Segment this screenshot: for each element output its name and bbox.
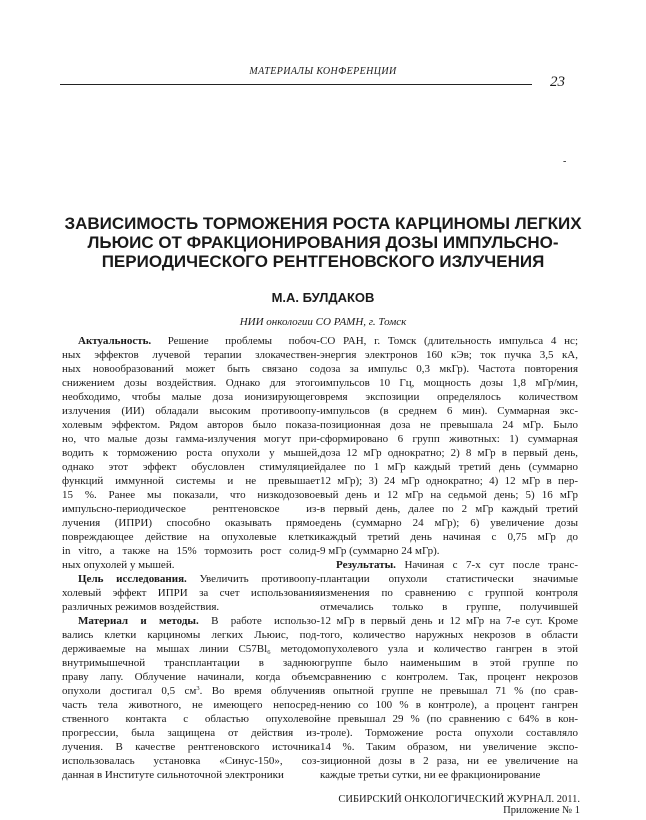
journal-footer: СИБИРСКИЙ ОНКОЛОГИЧЕСКИЙ ЖУРНАЛ. 2011. Приложение № 1 [338,794,580,816]
line-text: in vitro, а также на 15% тормозить рост солид- [62,545,320,557]
line-text: данная в Институте сильноточной электроники [62,769,284,781]
line-text: СО РАН, г. Томск (длительность импульса 4 нс; [320,335,578,347]
text-line [320,754,578,768]
text-line [62,334,320,348]
text-line [320,670,578,684]
text-line [62,474,320,488]
edge-mark: - [563,156,567,167]
line-text: различных режимов воздействия. [62,601,220,613]
text-line [62,656,320,670]
line-text: импульсов (в среднем 6 мин). Суммарная экс- [320,405,578,417]
text-line [320,628,578,642]
text-line [320,502,578,516]
line-text: группе было наименьшим в этой группе по [320,657,578,669]
text-line [320,488,578,502]
text-line [62,614,320,628]
text-line [62,460,320,474]
line-text: опухолевого узла и количество гангрен в этой [320,643,578,655]
text-line [62,544,320,558]
article-affiliation: НИИ онкологии СО РАМН, г. Томск [239,316,407,328]
line-text: 15 %. Ранее мы показали, что низкодозовое [62,489,320,501]
line-text: изменения по сравнению с группой контроля [320,587,578,599]
text-line [320,572,578,586]
line-text: не превышал 29 % (по сравнению с 64% в кон- [320,713,578,725]
text-line [320,558,578,572]
section-lead: Материал и методы. [78,615,199,627]
line-text: но, что малые дозы гамма-излучения могут при- [62,433,320,445]
line-text: держиваемые на мышах линии C57Bl [62,643,268,655]
line-text: доза за импульс 0,3 мкГр). Частота повторения [320,363,578,375]
line-text: методом [270,643,320,655]
superscript: 3 [196,685,200,692]
line-text: каждые третьи сутки, ни ее фракционирование [320,769,541,781]
line-text: ных опухолей у мышей. [62,559,175,571]
text-line [62,362,320,376]
text-line [320,516,578,530]
header-rule [60,84,532,85]
line-text: день (суммарно 24 мГр); 6) увеличение дозы [320,517,578,529]
text-line [320,404,578,418]
text-line [320,684,578,698]
line-text: импульсно-периодическое рентгеновское из- [62,503,320,515]
line-text: использовалась установка «Синус-150», соз- [62,755,320,767]
line-text: доза 12 мГр однократно; 2) 8 мГр в первый день, [320,447,578,459]
line-text: Решение проблемы побоч- [151,335,320,347]
text-line [62,488,320,502]
line-text: в первый день, далее по 2 мГр каждый третий [320,503,578,515]
line-text: . Во время облучения [199,685,320,697]
line-text: холевым эффектом. Рядом авторов было показа- [62,419,320,431]
text-line [62,670,320,684]
section-lead: Результаты. [336,559,396,571]
line-text: плантации опухоли статистически значимые [320,573,578,585]
text-line [320,418,578,432]
text-line [320,348,578,362]
subscript: 6 [267,649,271,656]
running-header: МАТЕРИАЛЫ КОНФЕРЕНЦИИ [249,66,397,77]
line-text: отмечались только в группе, получившей [320,601,578,613]
text-line [62,432,320,446]
line-text: позиционная доза не превышала 24 мГр. Было [320,419,578,431]
line-text: повреждающее действие на опухолевые клетки [62,531,320,543]
text-line [320,768,578,782]
line-text: 12 мГр); 3) 24 мГр однократно; 4) 12 мГр в пер- [320,475,578,487]
text-line [320,376,578,390]
text-line [62,768,320,782]
text-line [62,754,320,768]
text-line [62,516,320,530]
line-text: внутримышечной трансплантации в заднюю [62,657,320,669]
line-text: каждый третий день начиная с 0,75 мГр до [320,531,578,543]
line-text: водить к торможению роста опухоли у мышей, [62,447,320,459]
text-line [62,390,320,404]
line-text: зиционной дозы в 2 раза, ни ее увеличение на [320,755,578,767]
line-text: излучения (ИИ) обладали высоким противоопу- [62,405,320,417]
line-text: того, количество наружных некрозов в области [320,629,578,641]
text-line [62,376,320,390]
line-text: импульсов 10 Гц, мощность дозы 1,8 мГр/мин, [320,377,578,389]
text-line [320,362,578,376]
text-line [62,642,320,656]
line-text: часть тела животного, не имеющего непосред- [62,699,320,711]
text-line [62,586,320,600]
text-line [62,698,320,712]
title-line: ПЕРИОДИЧЕСКОГО РЕНТГЕНОВСКОГО ИЗЛУЧЕНИЯ [101,252,545,271]
text-line [62,740,320,754]
line-text: лучения. В качестве рентгеновского источника [62,741,320,753]
text-line [320,432,578,446]
line-text: сформировано 6 групп животных: 1) суммарная [320,433,578,445]
title-line: ЛЬЮИС ОТ ФРАКЦИОНИРОВАНИЯ ДОЗЫ ИМПУЛЬСНО- [87,233,559,252]
text-line [62,600,320,614]
text-line [320,740,578,754]
line-text: лучения (ИПРИ) способно оказывать прямое [62,517,320,529]
text-line [62,502,320,516]
text-line [320,586,578,600]
text-line [320,712,578,726]
section-lead: Актуальность. [78,335,152,347]
line-text: ных эффектов лучевой терапии злокачествен- [62,349,320,361]
text-line [320,726,578,740]
text-line [62,446,320,460]
text-line [320,600,578,614]
line-text: троле). Торможение роста опухоли составляло [320,727,578,739]
line-text: необходимо, чтобы малые доза ионизирующего [62,391,320,403]
line-text: Увеличить противоопу- [186,573,320,585]
text-line [320,474,578,488]
line-text: время экспозиции определялось количеством [320,391,578,403]
page-number: 23 [550,74,565,90]
text-line [320,530,578,544]
line-text: опухоли достигал 0,5 см [62,685,197,697]
line-text: 9 мГр (суммарно 24 мГр). [320,545,440,557]
line-text: нению со 100 % в контроле), а процент гангрен [320,699,578,711]
right-column [320,334,578,782]
line-text: сравнению с контролем. Так, процент некрозов [320,671,578,683]
article-author: М.А. БУЛДАКОВ [271,290,375,305]
title-line: ЗАВИСИМОСТЬ ТОРМОЖЕНИЯ РОСТА КАРЦИНОМЫ ЛЕГКИХ [64,214,582,233]
text-line [62,726,320,740]
text-line [320,446,578,460]
text-line [62,712,320,726]
text-line [62,418,320,432]
section-lead: Цель исследования. [78,573,187,585]
text-line [62,572,320,586]
line-text: однако этот эффект обусловлен стимуляцией [62,461,320,473]
text-line [320,390,578,404]
text-line [320,656,578,670]
line-text: 14 %. Таким образом, ни увеличение экспо- [320,741,578,753]
line-text: холевый эффект ИПРИ за счет использования [62,587,320,599]
text-line [320,460,578,474]
article-title [50,214,596,271]
text-line [62,558,320,572]
line-text: ственного контакта с областью опухолевой [62,713,320,725]
text-line [62,404,320,418]
text-line [62,530,320,544]
text-line [320,698,578,712]
text-line [62,348,320,362]
line-text: 12 мГр в первый день и 12 мГр на 7-е сут. Кроме [320,615,578,627]
line-text: Начиная с 7-х сут после транс- [395,559,578,571]
text-line [62,628,320,642]
line-text: В работе использо- [198,615,320,627]
line-text: далее по 1 мГр каждый третий день (суммарно [320,461,578,473]
line-text: вый день и 12 мГр на седьмой день; 5) 16 мГр [320,489,578,501]
line-text: энергия электронов 160 кЭв; ток пучка 3,5 кА, [320,349,578,361]
text-line [320,614,578,628]
line-text: вались клетки карциномы легких Льюис, под- [62,629,320,641]
text-line [320,642,578,656]
text-line [62,684,320,698]
text-line [320,334,578,348]
line-text: ных новообразований может быть связано со [62,363,320,375]
line-text: прогрессии, была защищена от действия из- [62,727,320,739]
line-text: в опытной группе не превышал 71 % (по срав- [320,685,578,697]
line-text: снижением дозы воздействия. Однако для этого [62,377,320,389]
left-column [62,334,320,782]
text-line [320,544,578,558]
line-text: праву лапу. Облучение начинали, когда объем [62,671,320,683]
line-text: функций иммунной системы и не превышает [62,475,320,487]
